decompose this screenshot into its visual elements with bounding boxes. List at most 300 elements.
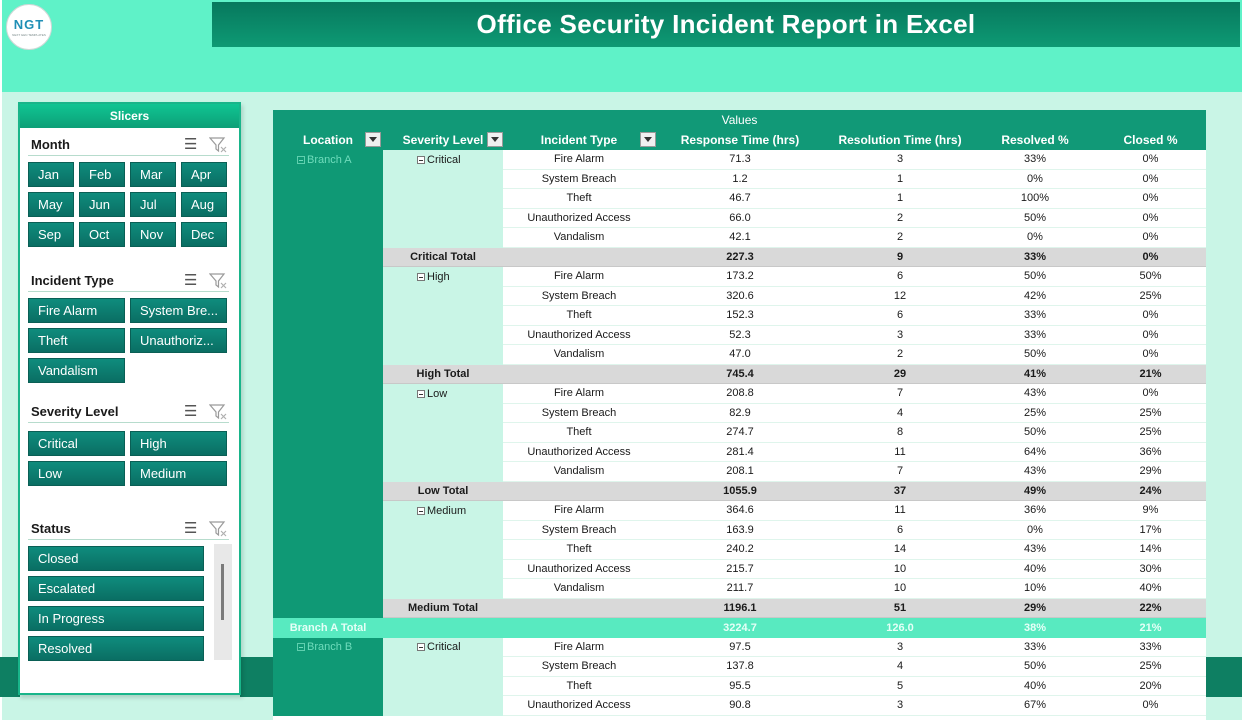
slicer-button-month[interactable]: May <box>28 192 74 217</box>
location-cell <box>273 365 383 385</box>
pivot-header-row <box>273 130 1206 150</box>
slicer-button-status[interactable]: Escalated <box>28 576 204 601</box>
response-time-cell: 227.3 <box>655 248 825 268</box>
column-header-severity <box>383 130 503 150</box>
resolution-time-cell: 2 <box>825 209 975 229</box>
severity-cell <box>383 560 503 580</box>
incident-type-cell: System Breach <box>503 657 655 677</box>
resolution-time-cell: 8 <box>825 423 975 443</box>
table-row <box>273 696 1206 716</box>
response-time-cell: 66.0 <box>655 209 825 229</box>
column-header-resolved-pct: Resolved % <box>1001 133 1069 147</box>
incident-type-cell: Fire Alarm <box>503 501 655 521</box>
resolved-pct-cell: 64% <box>975 443 1095 463</box>
resolved-pct-cell: 33% <box>975 306 1095 326</box>
location-cell <box>273 287 383 307</box>
severity-cell <box>383 228 503 248</box>
location-cell <box>273 560 383 580</box>
severity-cell <box>383 618 503 638</box>
closed-pct-cell: 20% <box>1095 677 1206 697</box>
collapse-icon[interactable] <box>417 390 425 398</box>
severity-cell <box>383 462 503 482</box>
closed-pct-cell: 50% <box>1095 267 1206 287</box>
severity-cell <box>383 189 503 209</box>
closed-pct-cell: 0% <box>1095 696 1206 716</box>
resolved-pct-cell: 50% <box>975 657 1095 677</box>
location-cell <box>273 267 383 287</box>
table-row <box>273 462 1206 482</box>
location-cell <box>273 404 383 424</box>
slicer-button-status[interactable]: Resolved <box>28 636 204 661</box>
column-header-closed-pct: Closed % <box>1123 133 1178 147</box>
table-row <box>273 404 1206 424</box>
total-label: Low Total <box>383 482 503 502</box>
resolution-time-cell: 10 <box>825 560 975 580</box>
resolution-time-cell: 6 <box>825 267 975 287</box>
resolved-pct-cell: 50% <box>975 345 1095 365</box>
table-row <box>273 384 1206 404</box>
slicer-incident-type <box>28 270 229 383</box>
branch-total-label: Branch A Total <box>289 621 367 634</box>
slicer-button-month[interactable]: Jun <box>79 192 125 217</box>
incident-type-cell: Unauthorized Access <box>503 209 655 229</box>
table-row <box>273 560 1206 580</box>
closed-pct-cell: 0% <box>1095 228 1206 248</box>
resolution-time-cell: 2 <box>825 345 975 365</box>
table-row <box>273 326 1206 346</box>
incident-type-cell <box>503 618 655 638</box>
table-row <box>273 189 1206 209</box>
resolved-pct-cell: 43% <box>975 384 1095 404</box>
right-gutter <box>1242 0 1260 720</box>
column-header-incident-type <box>503 130 655 150</box>
incident-type-cell: System Breach <box>503 521 655 541</box>
incident-type-cell: Unauthorized Access <box>503 443 655 463</box>
resolution-time-cell: 3 <box>825 696 975 716</box>
slicer-severity-level-title: Severity Level <box>31 404 119 419</box>
slicer-button-month[interactable]: Oct <box>79 222 125 247</box>
resolution-time-cell: 5 <box>825 677 975 697</box>
table-row <box>273 657 1206 677</box>
response-time-cell: 208.1 <box>655 462 825 482</box>
location-cell <box>273 677 383 697</box>
incident-type-cell: System Breach <box>503 404 655 424</box>
severity-cell <box>383 657 503 677</box>
incident-type-cell: Vandalism <box>503 228 655 248</box>
response-time-cell: 364.6 <box>655 501 825 521</box>
month-buttons <box>28 162 229 247</box>
closed-pct-cell: 9% <box>1095 501 1206 521</box>
response-time-cell: 163.9 <box>655 521 825 541</box>
filter-dropdown-icon[interactable] <box>365 132 381 147</box>
slicer-button-month[interactable]: Dec <box>181 222 227 247</box>
incident-type-buttons <box>28 298 229 383</box>
table-row <box>273 267 1206 287</box>
slicers-panel <box>18 102 241 695</box>
response-time-cell: 71.3 <box>655 150 825 170</box>
slicer-button-severity[interactable]: Low <box>28 461 125 486</box>
location-cell <box>273 384 383 404</box>
collapse-icon[interactable] <box>417 507 425 515</box>
incident-type-cell: Fire Alarm <box>503 267 655 287</box>
resolution-time-cell: 14 <box>825 540 975 560</box>
slicer-button-month[interactable]: Sep <box>28 222 74 247</box>
incident-type-cell: Theft <box>503 306 655 326</box>
column-header-label: Incident Type <box>540 133 618 147</box>
collapse-icon[interactable] <box>297 643 305 651</box>
closed-pct-cell: 21% <box>1139 621 1162 634</box>
resolution-time-cell: 6 <box>825 521 975 541</box>
values-header: Values <box>273 110 1206 130</box>
severity-cell <box>383 521 503 541</box>
closed-pct-cell: 0% <box>1095 209 1206 229</box>
slicer-severity-level-header <box>28 401 229 423</box>
table-row <box>273 150 1206 170</box>
logo-subtext: NEXT GEN TEMPLATES <box>12 33 46 37</box>
incident-type-cell: Vandalism <box>503 345 655 365</box>
severity-cell <box>383 209 503 229</box>
location-label: Branch B <box>307 641 353 654</box>
location-cell <box>273 326 383 346</box>
resolution-time-cell: 4 <box>825 404 975 424</box>
table-row <box>273 423 1206 443</box>
severity-cell[interactable] <box>383 150 503 170</box>
total-label: High Total <box>383 365 503 385</box>
response-time-cell: 97.5 <box>655 638 825 658</box>
severity-total-row <box>273 599 1206 619</box>
response-time-cell: 47.0 <box>655 345 825 365</box>
severity-buttons <box>28 431 229 486</box>
slicer-button-status[interactable]: In Progress <box>28 606 204 631</box>
response-time-cell: 3224.7 <box>723 621 757 634</box>
closed-pct-cell: 25% <box>1095 423 1206 443</box>
severity-cell <box>383 443 503 463</box>
resolution-time-cell: 126.0 <box>886 621 914 634</box>
response-time-cell: 95.5 <box>655 677 825 697</box>
resolved-pct-cell: 40% <box>975 560 1095 580</box>
closed-pct-cell: 29% <box>1095 462 1206 482</box>
slicer-button-incident-type[interactable]: Theft <box>28 328 125 353</box>
collapse-icon[interactable] <box>417 156 425 164</box>
resolved-pct-cell: 0% <box>975 228 1095 248</box>
resolved-pct-cell: 0% <box>975 170 1095 190</box>
severity-cell <box>383 326 503 346</box>
response-time-cell: 745.4 <box>655 365 825 385</box>
resolution-time-cell: 4 <box>825 657 975 677</box>
resolution-time-cell: 2 <box>825 228 975 248</box>
slicer-button-severity[interactable]: Critical <box>28 431 125 456</box>
location-cell <box>273 579 383 599</box>
resolved-pct-cell: 25% <box>975 404 1095 424</box>
response-time-cell: 1055.9 <box>655 482 825 502</box>
response-time-cell: 82.9 <box>655 404 825 424</box>
response-time-cell: 42.1 <box>655 228 825 248</box>
incident-type-cell: Fire Alarm <box>503 638 655 658</box>
severity-label: Medium <box>427 504 467 517</box>
table-row <box>273 443 1206 463</box>
resolved-pct-cell: 38% <box>1023 621 1047 634</box>
resolution-time-cell: 29 <box>825 365 975 385</box>
incident-type-cell: Unauthorized Access <box>503 696 655 716</box>
filter-dropdown-icon[interactable] <box>640 132 656 147</box>
incident-type-cell: Unauthorized Access <box>503 560 655 580</box>
severity-cell <box>383 579 503 599</box>
response-time-cell: 274.7 <box>655 423 825 443</box>
closed-pct-cell: 25% <box>1095 404 1206 424</box>
incident-type-cell: Vandalism <box>503 462 655 482</box>
clear-filter-icon[interactable] <box>209 521 227 537</box>
severity-cell[interactable] <box>383 384 503 404</box>
table-row <box>273 501 1206 521</box>
collapse-icon[interactable] <box>417 273 425 281</box>
table-row <box>273 170 1206 190</box>
closed-pct-cell: 0% <box>1095 189 1206 209</box>
table-row <box>273 579 1206 599</box>
resolution-time-cell: 37 <box>825 482 975 502</box>
column-header-label: Location <box>303 133 353 147</box>
collapse-icon[interactable] <box>297 156 305 164</box>
response-time-cell: 1196.1 <box>655 599 825 619</box>
closed-pct-cell: 25% <box>1095 287 1206 307</box>
closed-pct-cell: 0% <box>1095 306 1206 326</box>
pivot-table <box>273 110 1206 720</box>
resolution-time-cell: 7 <box>825 384 975 404</box>
location-cell <box>273 462 383 482</box>
closed-pct-cell: 0% <box>1095 248 1206 268</box>
location-cell <box>273 306 383 326</box>
resolved-pct-cell: 41% <box>975 365 1095 385</box>
response-time-cell: 215.7 <box>655 560 825 580</box>
resolution-time-cell: 10 <box>825 579 975 599</box>
slicer-month-header <box>28 134 229 156</box>
incident-type-cell: Vandalism <box>503 579 655 599</box>
slicer-button-incident-type[interactable]: Unauthoriz... <box>130 328 227 353</box>
scrollbar-thumb[interactable] <box>221 564 224 620</box>
response-time-cell: 173.2 <box>655 267 825 287</box>
resolved-pct-cell: 50% <box>975 267 1095 287</box>
incident-type-cell: Theft <box>503 677 655 697</box>
collapse-icon[interactable] <box>417 643 425 651</box>
branch-total-row <box>273 618 1206 638</box>
incident-type-cell: Unauthorized Access <box>503 326 655 346</box>
page-title: Office Security Incident Report in Excel <box>476 9 976 39</box>
table-row <box>273 209 1206 229</box>
response-time-cell: 152.3 <box>655 306 825 326</box>
slicers-header: Slicers <box>20 104 239 128</box>
slicer-status-title: Status <box>31 521 71 536</box>
location-cell <box>273 599 383 619</box>
resolved-pct-cell: 33% <box>975 638 1095 658</box>
slicer-status-header <box>28 518 229 540</box>
severity-cell <box>383 677 503 697</box>
location-cell <box>273 443 383 463</box>
column-header-resolution-time: Resolution Time (hrs) <box>838 133 962 147</box>
resolution-time-cell: 9 <box>825 248 975 268</box>
closed-pct-cell: 24% <box>1095 482 1206 502</box>
closed-pct-cell: 0% <box>1095 150 1206 170</box>
incident-type-cell <box>503 248 655 268</box>
location-cell <box>273 209 383 229</box>
resolution-time-cell: 1 <box>825 189 975 209</box>
slicer-incident-type-title: Incident Type <box>31 273 114 288</box>
closed-pct-cell: 33% <box>1095 638 1206 658</box>
slicer-month-title: Month <box>31 137 70 152</box>
severity-cell <box>383 540 503 560</box>
response-time-cell: 240.2 <box>655 540 825 560</box>
table-row <box>273 228 1206 248</box>
resolution-time-cell: 6 <box>825 306 975 326</box>
multi-select-icon[interactable] <box>181 404 199 420</box>
closed-pct-cell: 21% <box>1095 365 1206 385</box>
status-buttons <box>28 546 204 661</box>
response-time-cell: 90.8 <box>655 696 825 716</box>
severity-cell <box>383 306 503 326</box>
slicer-button-severity[interactable]: Medium <box>130 461 227 486</box>
severity-cell[interactable] <box>383 501 503 521</box>
status-scrollbar[interactable] <box>214 544 232 660</box>
resolution-time-cell: 3 <box>825 150 975 170</box>
total-label: Critical Total <box>383 248 503 268</box>
response-time-cell: 1.2 <box>655 170 825 190</box>
resolution-time-cell: 11 <box>825 443 975 463</box>
resolution-time-cell: 7 <box>825 462 975 482</box>
bottom-band <box>1206 657 1242 697</box>
location-cell[interactable] <box>273 638 383 658</box>
severity-cell <box>383 345 503 365</box>
closed-pct-cell: 0% <box>1095 170 1206 190</box>
incident-type-cell: Theft <box>503 540 655 560</box>
closed-pct-cell: 30% <box>1095 560 1206 580</box>
company-logo <box>6 4 52 50</box>
clear-filter-icon[interactable] <box>209 273 227 289</box>
bottom-band <box>0 657 20 697</box>
location-cell <box>273 189 383 209</box>
incident-type-cell: System Breach <box>503 170 655 190</box>
closed-pct-cell: 36% <box>1095 443 1206 463</box>
location-cell <box>273 521 383 541</box>
location-cell <box>273 345 383 365</box>
slicer-button-severity[interactable]: High <box>130 431 227 456</box>
total-label: Medium Total <box>383 599 503 619</box>
location-label: Branch A <box>307 153 352 166</box>
severity-cell <box>383 404 503 424</box>
severity-cell[interactable] <box>383 267 503 287</box>
incident-type-cell: Theft <box>503 189 655 209</box>
pivot-body <box>273 150 1206 716</box>
resolved-pct-cell: 100% <box>975 189 1095 209</box>
severity-label: Critical <box>427 153 461 166</box>
column-header-label: Severity Level <box>402 133 484 147</box>
resolved-pct-cell: 49% <box>975 482 1095 502</box>
closed-pct-cell: 17% <box>1095 521 1206 541</box>
slicer-button-incident-type[interactable]: System Bre... <box>130 298 227 323</box>
incident-type-cell <box>503 599 655 619</box>
table-row <box>273 521 1206 541</box>
slicer-button-incident-type[interactable]: Vandalism <box>28 358 125 383</box>
slicer-button-month[interactable]: Mar <box>130 162 176 187</box>
severity-total-row <box>273 248 1206 268</box>
location-cell[interactable] <box>273 150 383 170</box>
slicer-button-month[interactable]: Apr <box>181 162 227 187</box>
slicer-button-month[interactable]: Nov <box>130 222 176 247</box>
closed-pct-cell: 0% <box>1095 384 1206 404</box>
severity-cell <box>383 287 503 307</box>
resolution-time-cell: 3 <box>825 638 975 658</box>
response-time-cell: 46.7 <box>655 189 825 209</box>
resolution-time-cell: 51 <box>825 599 975 619</box>
location-cell <box>273 696 383 716</box>
closed-pct-cell: 22% <box>1095 599 1206 619</box>
incident-type-cell <box>503 482 655 502</box>
response-time-cell: 208.8 <box>655 384 825 404</box>
resolved-pct-cell: 40% <box>975 677 1095 697</box>
resolved-pct-cell: 33% <box>975 326 1095 346</box>
incident-type-cell: System Breach <box>503 287 655 307</box>
multi-select-icon[interactable] <box>181 137 199 153</box>
location-cell <box>273 248 383 268</box>
severity-cell[interactable] <box>383 638 503 658</box>
left-gutter <box>0 0 2 720</box>
table-row <box>273 638 1206 658</box>
table-row <box>273 306 1206 326</box>
severity-total-row <box>273 482 1206 502</box>
logo-mark: NGT <box>13 17 45 32</box>
response-time-cell: 320.6 <box>655 287 825 307</box>
incident-type-cell: Fire Alarm <box>503 384 655 404</box>
multi-select-icon[interactable] <box>181 273 199 289</box>
location-cell <box>273 540 383 560</box>
severity-cell <box>383 696 503 716</box>
slicer-button-month[interactable]: Jan <box>28 162 74 187</box>
location-cell <box>273 228 383 248</box>
slicer-button-month[interactable]: Feb <box>79 162 125 187</box>
table-row <box>273 540 1206 560</box>
resolved-pct-cell: 0% <box>975 521 1095 541</box>
location-cell <box>273 657 383 677</box>
table-row <box>273 677 1206 697</box>
resolved-pct-cell: 29% <box>975 599 1095 619</box>
resolved-pct-cell: 43% <box>975 462 1095 482</box>
location-cell <box>273 482 383 502</box>
response-time-cell: 137.8 <box>655 657 825 677</box>
multi-select-icon[interactable] <box>181 521 199 537</box>
clear-filter-icon[interactable] <box>209 137 227 153</box>
closed-pct-cell: 14% <box>1095 540 1206 560</box>
clear-filter-icon[interactable] <box>209 404 227 420</box>
response-time-cell: 281.4 <box>655 443 825 463</box>
resolved-pct-cell: 36% <box>975 501 1095 521</box>
slicer-incident-type-header <box>28 270 229 292</box>
column-header-response-time: Response Time (hrs) <box>680 133 800 147</box>
slicer-month <box>28 134 229 247</box>
slicer-button-month[interactable]: Aug <box>181 192 227 217</box>
filter-dropdown-icon[interactable] <box>487 132 503 147</box>
bottom-band <box>240 657 274 697</box>
slicer-button-incident-type[interactable]: Fire Alarm <box>28 298 125 323</box>
severity-cell <box>383 170 503 190</box>
slicer-button-month[interactable]: Jul <box>130 192 176 217</box>
slicer-button-status[interactable]: Closed <box>28 546 204 571</box>
resolved-pct-cell: 33% <box>975 150 1095 170</box>
slicer-status <box>28 518 229 661</box>
severity-label: High <box>427 270 450 283</box>
location-cell <box>273 170 383 190</box>
severity-total-row <box>273 365 1206 385</box>
resolved-pct-cell: 43% <box>975 540 1095 560</box>
resolved-pct-cell: 67% <box>975 696 1095 716</box>
incident-type-cell: Theft <box>503 423 655 443</box>
severity-label: Critical <box>427 641 461 654</box>
